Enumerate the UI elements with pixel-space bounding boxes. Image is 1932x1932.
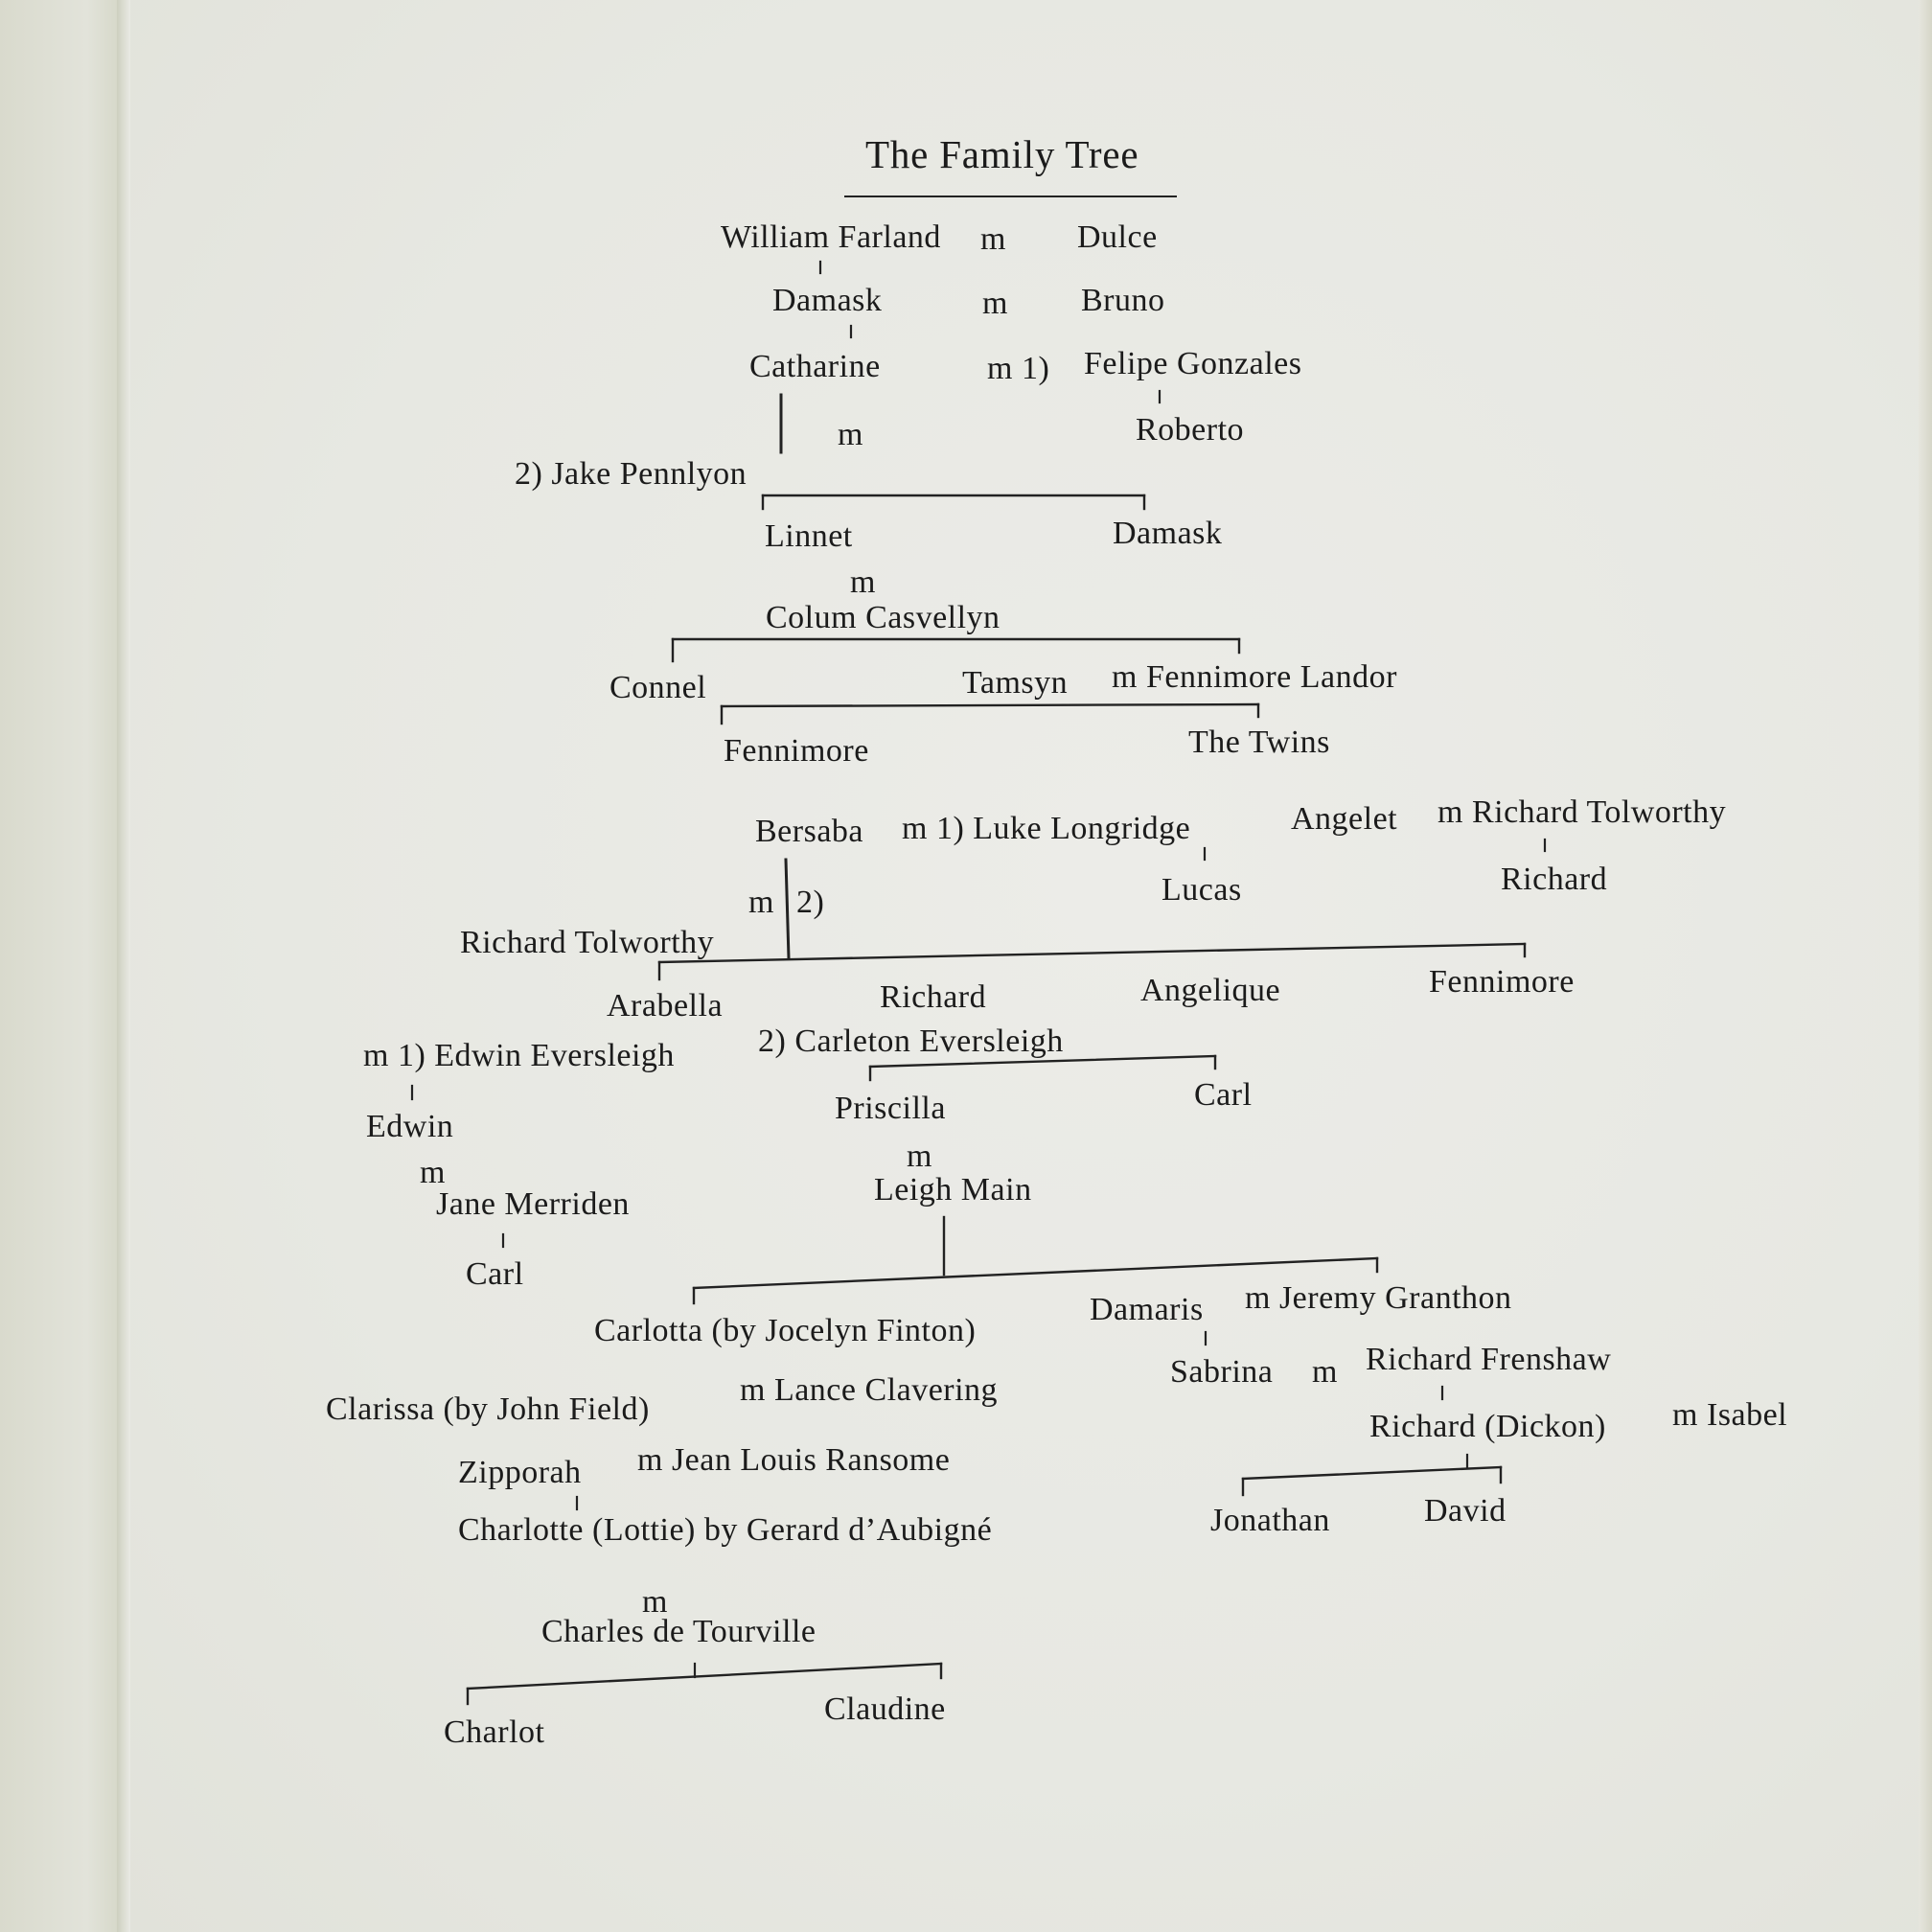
person-david: David — [1424, 1493, 1506, 1529]
person-carleton-eversleigh: 2) Carleton Eversleigh — [758, 1024, 1064, 1059]
person-fennimore-landor: m Fennimore Landor — [1112, 659, 1397, 695]
person-isabel: m Isabel — [1672, 1397, 1788, 1433]
person-catharine: Catharine — [749, 349, 881, 384]
person-angelique: Angelique — [1140, 973, 1281, 1008]
person-arabella: Arabella — [607, 988, 724, 1024]
person-lance-clavering: m Lance Clavering — [740, 1372, 999, 1408]
person-carl: Carl — [466, 1256, 524, 1292]
person-bersaba: Bersaba — [755, 814, 864, 849]
page-title: The Family Tree — [865, 132, 1139, 176]
person-jane-merriden: Jane Merriden — [436, 1186, 630, 1222]
person-jonathan: Jonathan — [1210, 1503, 1330, 1538]
person-damask: Damask — [772, 283, 883, 318]
person-damask-2: Damask — [1113, 516, 1223, 551]
person-fennimore: Fennimore — [724, 733, 869, 769]
sibling-bracket — [1243, 1467, 1501, 1479]
person-richard-son: Richard — [1501, 862, 1608, 897]
marriage-mark: m — [982, 286, 1008, 321]
person-richard-dickon: Richard (Dickon) — [1369, 1409, 1606, 1444]
person-charles-de-tourville: Charles de Tourville — [541, 1614, 816, 1649]
person-fennimore-2: Fennimore — [1429, 964, 1575, 1000]
person-sabrina: Sabrina — [1170, 1354, 1274, 1390]
marriage-mark: m — [907, 1138, 932, 1174]
marriage-mark: m — [420, 1155, 446, 1190]
person-dulce: Dulce — [1077, 219, 1158, 255]
person-carl-2: Carl — [1194, 1077, 1253, 1113]
marriage-mark: m — [850, 564, 876, 600]
person-clarissa: Clarissa (by John Field) — [326, 1392, 650, 1427]
person-edwin-eversleigh: m 1) Edwin Eversleigh — [363, 1038, 675, 1073]
sibling-bracket — [468, 1664, 941, 1689]
person-linnet: Linnet — [765, 518, 853, 554]
person-william-farland: William Farland — [721, 219, 941, 255]
person-carlotta: Carlotta (by Jocelyn Finton) — [594, 1313, 977, 1348]
person-jean-louis-ransome: m Jean Louis Ransome — [637, 1442, 951, 1478]
marriage-mark: m — [1312, 1354, 1338, 1390]
person-the-twins: The Twins — [1188, 724, 1330, 760]
person-richard-tolworthy-b: Richard Tolworthy — [460, 925, 715, 960]
person-charlotte-lottie: Charlotte (Lottie) by Gerard d’Aubigné — [458, 1512, 993, 1548]
person-connel: Connel — [610, 670, 707, 705]
person-jeremy-granthon: m Jeremy Granthon — [1245, 1280, 1512, 1316]
person-richard-frenshaw: Richard Frenshaw — [1366, 1342, 1612, 1377]
person-richard: Richard — [880, 979, 987, 1015]
person-zipporah: Zipporah — [458, 1455, 582, 1490]
person-richard-tolworthy-a: m Richard Tolworthy — [1438, 794, 1727, 830]
person-angelet: Angelet — [1291, 801, 1398, 837]
marriage-mark: m — [838, 417, 863, 452]
person-colum-casvellyn: Colum Casvellyn — [766, 600, 1000, 635]
person-priscilla: Priscilla — [835, 1091, 946, 1126]
person-jake-pennlyon: 2) Jake Pennlyon — [515, 456, 748, 492]
person-tamsyn: Tamsyn — [962, 665, 1069, 701]
person-damaris: Damaris — [1090, 1292, 1204, 1327]
person-luke-longridge: m 1) Luke Longridge — [902, 811, 1191, 846]
person-felipe-gonzales: Felipe Gonzales — [1084, 346, 1302, 381]
marriage-number: 2) — [796, 885, 825, 920]
person-charlot: Charlot — [444, 1714, 545, 1750]
person-leigh-main: Leigh Main — [874, 1172, 1032, 1208]
person-edwin: Edwin — [366, 1109, 454, 1144]
marriage-line — [786, 860, 789, 958]
person-lucas: Lucas — [1162, 872, 1242, 908]
marriage-mark: m 1) — [987, 351, 1050, 386]
person-roberto: Roberto — [1136, 412, 1245, 448]
person-bruno: Bruno — [1081, 283, 1165, 318]
marriage-mark: m — [980, 221, 1006, 257]
person-claudine: Claudine — [824, 1691, 946, 1727]
marriage-mark: m — [748, 885, 774, 920]
sibling-bracket — [722, 704, 1258, 706]
marriage-mark: m — [642, 1584, 668, 1620]
